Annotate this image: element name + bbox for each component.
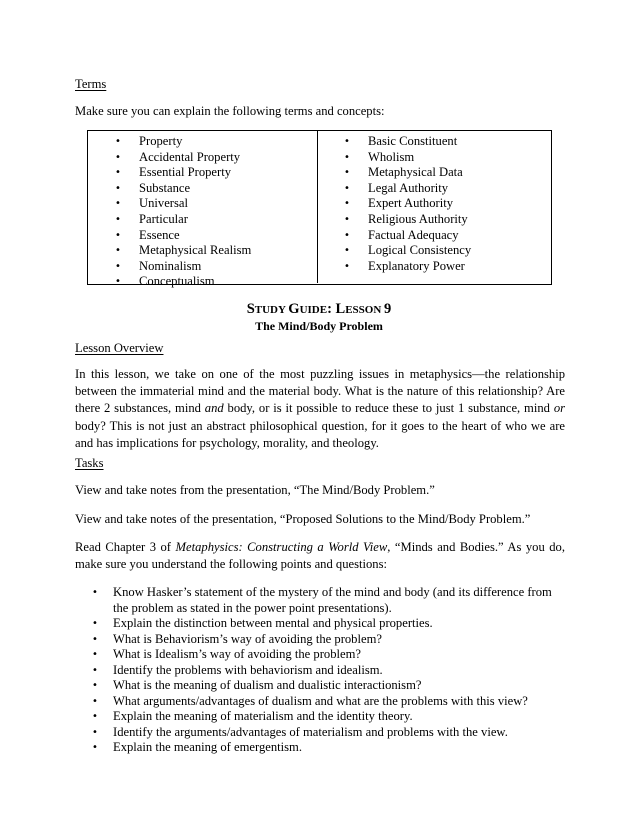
point-line: • What is Idealism’s way of avoiding the problem? [113,647,361,661]
title-segment: UIDE [299,304,328,316]
task-text: , “Minds and Bodies.” As you do, [387,540,565,554]
reading-point [92,647,562,663]
task-reading-line: make sure you understand the following points and questions: [75,557,387,572]
study-guide-subtitle: The Mind/Body Problem [255,319,383,333]
term-item: • Religious Authority [344,212,471,228]
overview-line: body? This is not just an abstract philosophical question, for it goes to the heart of who we are [75,418,565,433]
terms-intro: Make sure you can explain the following terms and concepts: [75,104,385,118]
overview-line: between the immaterial mind and the material body. What is the nature of this relationship? Are [75,384,565,399]
title-segment: : L [327,301,346,317]
point-line: • Identify the problems with behaviorism and idealism. [113,662,383,677]
term-item: • Conceptualism [115,274,251,290]
overview-line [75,400,565,417]
task-reading-line [75,539,565,556]
overview-line: In this lesson, we take on one of the most puzzling issues in metaphysics—the relationship [75,367,565,381]
term-item: • Metaphysical Data [344,165,471,181]
point-line: • What is the meaning of dualism and dualistic interactionism? [113,678,422,692]
terms-table-divider [317,130,318,283]
reading-point [92,663,562,679]
point-line: • What is Behaviorism’s way of avoiding the problem? [113,631,382,646]
book-title: Metaphysics: Constructing a World View [175,540,388,554]
term-item: • Factual Adequacy [344,228,471,244]
term-item: • Wholism [344,150,471,166]
reading-point [92,709,562,725]
term-item: • Universal [115,196,251,212]
task-item: View and take notes from the presentation, “The Mind/Body Problem.” [75,483,435,497]
term-item: • Essential Property [115,165,251,181]
terms-left-list [115,134,251,290]
point-line: • Identify the arguments/advantages of materialism and problems with the view. [113,724,508,739]
task-item: View and take notes of the presentation, “Proposed Solutions to the Mind/Body Problem.” [75,512,531,526]
tasks-heading: Tasks [75,456,104,470]
title-segment: TUDY [254,304,289,316]
emphasis-and: and [204,401,224,416]
overview-text: body, or is it possible to reduce these to just 1 substance, mind [227,401,550,416]
term-item: • Nominalism [115,259,251,275]
terms-heading: Terms [75,77,107,91]
title-segment: 9 [384,301,392,317]
study-guide-title [0,301,638,318]
point-line: • Explain the meaning of emergentism. [113,740,302,754]
task-reading [75,539,565,573]
reading-points-list [92,585,562,756]
term-item: • Property [115,134,251,150]
reading-point [92,632,562,648]
title-segment: ESSON [345,304,385,316]
title-segment: S [246,301,255,317]
term-item: • Metaphysical Realism [115,243,251,259]
term-item: • Basic Constituent [344,134,471,150]
reading-point [92,678,562,694]
title-segment: G [288,301,300,317]
term-item: • Legal Authority [344,181,471,197]
overview-paragraph [75,366,565,452]
reading-point [92,725,562,741]
emphasis-or: or [553,401,566,416]
terms-table [87,130,552,289]
term-item: • Particular [115,212,251,228]
term-item: • Expert Authority [344,196,471,212]
point-line: • What arguments/advantages of dualism and what are the problems with this view? [113,693,528,708]
reading-point [92,616,562,632]
terms-right-list [344,134,471,274]
point-line: • Explain the meaning of materialism and the identity theory. [113,709,413,723]
term-item: • Substance [115,181,251,197]
term-item: • Essence [115,228,251,244]
reading-point [92,585,562,616]
overview-text: there 2 substances, mind [75,401,201,416]
reading-point [92,740,562,756]
term-item: • Explanatory Power [344,259,471,275]
point-line: • Know Hasker’s statement of the mystery of the mind and body (and its difference from [113,585,552,599]
overview-line: and has implications for psychology, morality, and theology. [75,435,379,450]
term-item: • Logical Consistency [344,243,471,259]
point-line: the problem as stated in the power point presentations). [113,600,392,615]
term-item: • Accidental Property [115,150,251,166]
point-line: • Explain the distinction between mental and physical properties. [113,616,433,630]
task-text: Read Chapter 3 of [75,540,172,554]
overview-heading: Lesson Overview [75,341,164,355]
reading-point [92,694,562,710]
